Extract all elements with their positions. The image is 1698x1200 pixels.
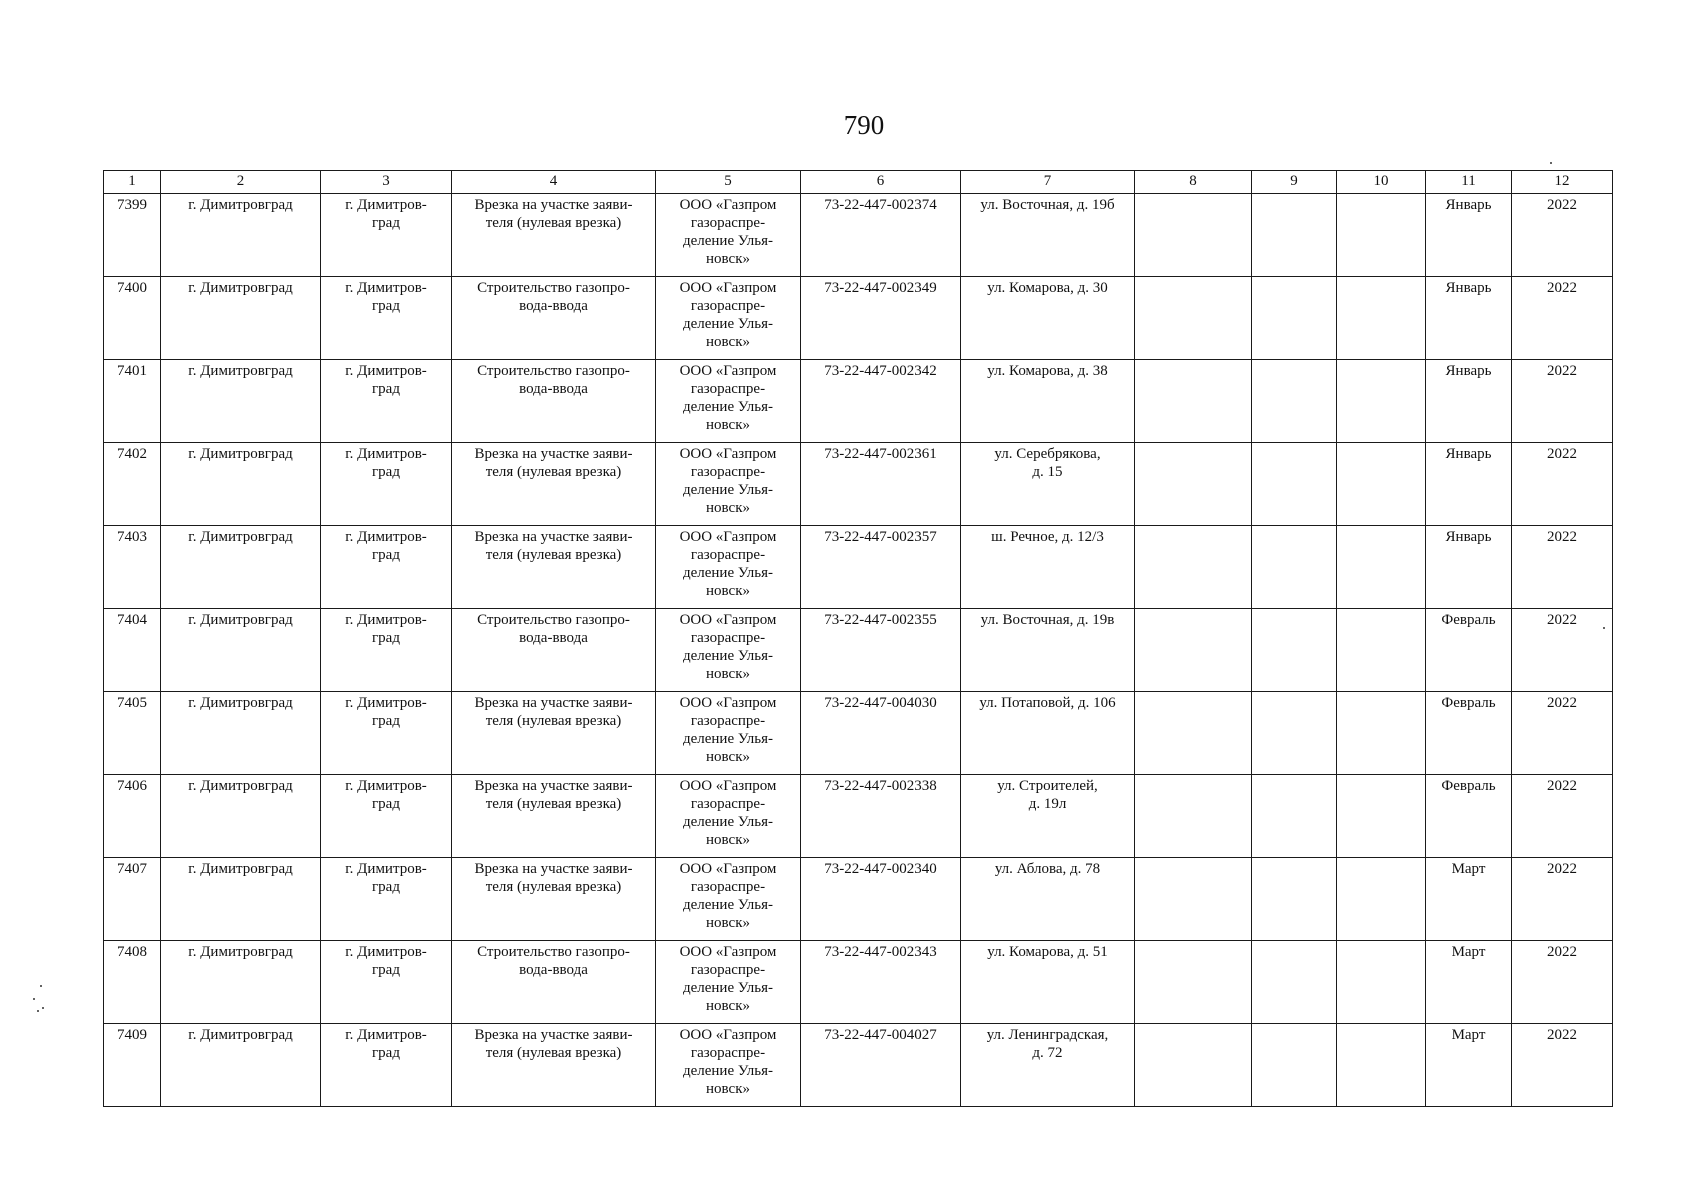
cell-record-number: 7404 <box>104 609 161 692</box>
cell-record-number: 7402 <box>104 443 161 526</box>
cell-locality: г. Димитровград <box>161 858 321 941</box>
cell-col-8 <box>1135 1024 1252 1107</box>
column-header-12: 12 <box>1512 171 1613 194</box>
cell-month: Январь <box>1426 526 1512 609</box>
cell-locality: г. Димитровград <box>161 194 321 277</box>
cell-municipality: г. Димитров- град <box>321 194 452 277</box>
cell-municipality: г. Димитров- град <box>321 360 452 443</box>
cell-work-type: Врезка на участке заяви- теля (нулевая врезка) <box>452 858 656 941</box>
cell-col-8 <box>1135 194 1252 277</box>
cell-work-type: Строительство газопро- вода-ввода <box>452 609 656 692</box>
cell-address: ул. Аблова, д. 78 <box>961 858 1135 941</box>
table-row <box>104 775 1613 858</box>
cell-address: ул. Восточная, д. 19в <box>961 609 1135 692</box>
column-header-4: 4 <box>452 171 656 194</box>
cell-year: 2022 <box>1512 443 1613 526</box>
cell-year: 2022 <box>1512 609 1613 692</box>
cell-work-type: Врезка на участке заяви- теля (нулевая врезка) <box>452 1024 656 1107</box>
scan-speck <box>40 985 42 987</box>
cell-address: ул. Восточная, д. 19б <box>961 194 1135 277</box>
cell-organization: ООО «Газпром газораспре- деление Улья- новск» <box>656 526 801 609</box>
cell-locality: г. Димитровград <box>161 692 321 775</box>
cell-work-type: Врезка на участке заяви- теля (нулевая врезка) <box>452 443 656 526</box>
cell-month: Февраль <box>1426 692 1512 775</box>
cell-record-number: 7399 <box>104 194 161 277</box>
cell-municipality: г. Димитров- град <box>321 526 452 609</box>
cell-work-type: Врезка на участке заяви- теля (нулевая врезка) <box>452 194 656 277</box>
cell-address: ул. Ленинградская, д. 72 <box>961 1024 1135 1107</box>
cell-organization: ООО «Газпром газораспре- деление Улья- новск» <box>656 277 801 360</box>
cell-col-9 <box>1252 941 1337 1024</box>
cell-col-8 <box>1135 277 1252 360</box>
cell-municipality: г. Димитров- град <box>321 941 452 1024</box>
cell-col-8 <box>1135 941 1252 1024</box>
cell-col-10 <box>1337 194 1426 277</box>
cell-col-9 <box>1252 194 1337 277</box>
table-row <box>104 1024 1613 1107</box>
column-header-3: 3 <box>321 171 452 194</box>
cell-col-10 <box>1337 692 1426 775</box>
cell-address: ул. Комарова, д. 38 <box>961 360 1135 443</box>
register-table <box>103 170 1613 1107</box>
cell-locality: г. Димитровград <box>161 609 321 692</box>
table-row <box>104 443 1613 526</box>
cell-record-number: 7401 <box>104 360 161 443</box>
cell-record-number: 7408 <box>104 941 161 1024</box>
cell-month: Март <box>1426 941 1512 1024</box>
cell-work-type: Строительство газопро- вода-ввода <box>452 277 656 360</box>
cell-record-number: 7400 <box>104 277 161 360</box>
cell-month: Март <box>1426 1024 1512 1107</box>
cell-locality: г. Димитровград <box>161 360 321 443</box>
cell-organization: ООО «Газпром газораспре- деление Улья- новск» <box>656 941 801 1024</box>
cell-work-type: Врезка на участке заяви- теля (нулевая врезка) <box>452 775 656 858</box>
cell-object-code: 73-22-447-002374 <box>801 194 961 277</box>
cell-col-10 <box>1337 609 1426 692</box>
cell-locality: г. Димитровград <box>161 1024 321 1107</box>
cell-address: ул. Серебрякова, д. 15 <box>961 443 1135 526</box>
cell-col-9 <box>1252 360 1337 443</box>
cell-municipality: г. Димитров- град <box>321 692 452 775</box>
cell-year: 2022 <box>1512 1024 1613 1107</box>
cell-record-number: 7409 <box>104 1024 161 1107</box>
cell-address: ш. Речное, д. 12/3 <box>961 526 1135 609</box>
cell-organization: ООО «Газпром газораспре- деление Улья- новск» <box>656 194 801 277</box>
cell-object-code: 73-22-447-004030 <box>801 692 961 775</box>
column-header-9: 9 <box>1252 171 1337 194</box>
cell-month: Февраль <box>1426 775 1512 858</box>
cell-col-9 <box>1252 526 1337 609</box>
cell-record-number: 7406 <box>104 775 161 858</box>
cell-object-code: 73-22-447-002338 <box>801 775 961 858</box>
cell-col-8 <box>1135 360 1252 443</box>
cell-organization: ООО «Газпром газораспре- деление Улья- новск» <box>656 443 801 526</box>
cell-object-code: 73-22-447-002349 <box>801 277 961 360</box>
cell-year: 2022 <box>1512 526 1613 609</box>
cell-col-9 <box>1252 775 1337 858</box>
cell-municipality: г. Димитров- град <box>321 277 452 360</box>
cell-object-code: 73-22-447-002343 <box>801 941 961 1024</box>
cell-municipality: г. Димитров- град <box>321 609 452 692</box>
page-number: 790 <box>843 110 885 140</box>
cell-month: Март <box>1426 858 1512 941</box>
cell-object-code: 73-22-447-002355 <box>801 609 961 692</box>
cell-municipality: г. Димитров- град <box>321 1024 452 1107</box>
cell-object-code: 73-22-447-002357 <box>801 526 961 609</box>
cell-col-10 <box>1337 277 1426 360</box>
cell-col-8 <box>1135 692 1252 775</box>
column-header-1: 1 <box>104 171 161 194</box>
cell-organization: ООО «Газпром газораспре- деление Улья- новск» <box>656 360 801 443</box>
cell-address: ул. Строителей, д. 19л <box>961 775 1135 858</box>
cell-month: Февраль <box>1426 609 1512 692</box>
cell-municipality: г. Димитров- град <box>321 775 452 858</box>
cell-col-10 <box>1337 443 1426 526</box>
cell-year: 2022 <box>1512 277 1613 360</box>
scan-speck <box>42 1007 44 1009</box>
cell-record-number: 7403 <box>104 526 161 609</box>
cell-col-10 <box>1337 1024 1426 1107</box>
cell-object-code: 73-22-447-002340 <box>801 858 961 941</box>
scan-speck <box>33 998 35 1000</box>
cell-col-10 <box>1337 360 1426 443</box>
cell-col-9 <box>1252 858 1337 941</box>
cell-month: Январь <box>1426 194 1512 277</box>
table-row <box>104 194 1613 277</box>
cell-address: ул. Комарова, д. 30 <box>961 277 1135 360</box>
table-row <box>104 609 1613 692</box>
cell-object-code: 73-22-447-004027 <box>801 1024 961 1107</box>
cell-col-9 <box>1252 443 1337 526</box>
cell-year: 2022 <box>1512 775 1613 858</box>
cell-organization: ООО «Газпром газораспре- деление Улья- новск» <box>656 1024 801 1107</box>
cell-col-8 <box>1135 526 1252 609</box>
cell-object-code: 73-22-447-002361 <box>801 443 961 526</box>
cell-locality: г. Димитровград <box>161 775 321 858</box>
cell-work-type: Врезка на участке заяви- теля (нулевая врезка) <box>452 526 656 609</box>
cell-locality: г. Димитровград <box>161 526 321 609</box>
column-number-row <box>104 171 1613 194</box>
scan-speck <box>1550 162 1552 164</box>
cell-record-number: 7407 <box>104 858 161 941</box>
table-row <box>104 858 1613 941</box>
column-header-2: 2 <box>161 171 321 194</box>
cell-organization: ООО «Газпром газораспре- деление Улья- новск» <box>656 775 801 858</box>
cell-month: Январь <box>1426 360 1512 443</box>
cell-address: ул. Потаповой, д. 106 <box>961 692 1135 775</box>
cell-organization: ООО «Газпром газораспре- деление Улья- новск» <box>656 858 801 941</box>
table-row <box>104 360 1613 443</box>
cell-municipality: г. Димитров- град <box>321 858 452 941</box>
cell-col-9 <box>1252 692 1337 775</box>
cell-locality: г. Димитровград <box>161 277 321 360</box>
cell-work-type: Строительство газопро- вода-ввода <box>452 360 656 443</box>
cell-col-10 <box>1337 941 1426 1024</box>
table-row <box>104 277 1613 360</box>
scan-speck <box>37 1010 39 1012</box>
cell-organization: ООО «Газпром газораспре- деление Улья- новск» <box>656 692 801 775</box>
column-header-6: 6 <box>801 171 961 194</box>
cell-col-8 <box>1135 609 1252 692</box>
column-header-10: 10 <box>1337 171 1426 194</box>
cell-year: 2022 <box>1512 941 1613 1024</box>
cell-work-type: Врезка на участке заяви- теля (нулевая врезка) <box>452 692 656 775</box>
cell-col-10 <box>1337 526 1426 609</box>
cell-month: Январь <box>1426 443 1512 526</box>
scan-speck <box>1603 627 1605 629</box>
table-row <box>104 692 1613 775</box>
column-header-7: 7 <box>961 171 1135 194</box>
cell-address: ул. Комарова, д. 51 <box>961 941 1135 1024</box>
column-header-11: 11 <box>1426 171 1512 194</box>
cell-col-10 <box>1337 858 1426 941</box>
cell-year: 2022 <box>1512 858 1613 941</box>
cell-locality: г. Димитровград <box>161 941 321 1024</box>
cell-record-number: 7405 <box>104 692 161 775</box>
column-header-8: 8 <box>1135 171 1252 194</box>
table-row <box>104 941 1613 1024</box>
cell-object-code: 73-22-447-002342 <box>801 360 961 443</box>
cell-col-8 <box>1135 858 1252 941</box>
cell-year: 2022 <box>1512 360 1613 443</box>
table-body <box>104 194 1613 1107</box>
cell-work-type: Строительство газопро- вода-ввода <box>452 941 656 1024</box>
cell-organization: ООО «Газпром газораспре- деление Улья- новск» <box>656 609 801 692</box>
cell-col-8 <box>1135 775 1252 858</box>
column-header-5: 5 <box>656 171 801 194</box>
table-row <box>104 526 1613 609</box>
cell-year: 2022 <box>1512 194 1613 277</box>
cell-col-9 <box>1252 609 1337 692</box>
cell-year: 2022 <box>1512 692 1613 775</box>
cell-month: Январь <box>1426 277 1512 360</box>
cell-locality: г. Димитровград <box>161 443 321 526</box>
cell-municipality: г. Димитров- град <box>321 443 452 526</box>
cell-col-9 <box>1252 277 1337 360</box>
cell-col-8 <box>1135 443 1252 526</box>
cell-col-9 <box>1252 1024 1337 1107</box>
cell-col-10 <box>1337 775 1426 858</box>
